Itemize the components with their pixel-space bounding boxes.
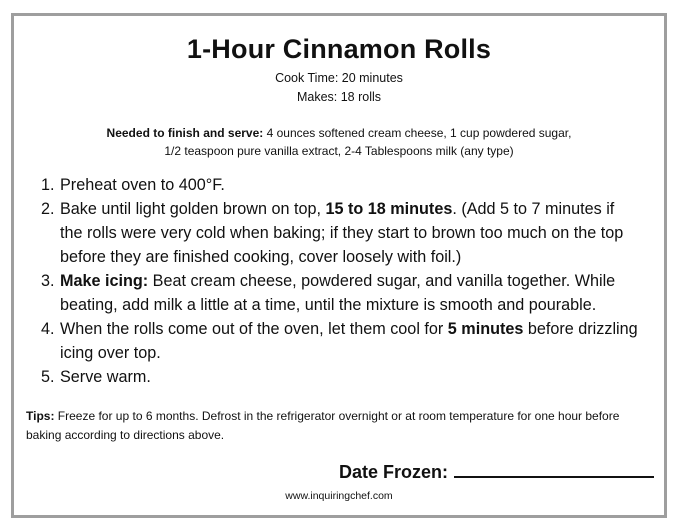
step-3: [41, 269, 641, 317]
step-text: Bake until light golden brown on top,: [60, 200, 326, 218]
tips-label: Tips:: [26, 409, 55, 423]
recipe-card: [11, 13, 667, 518]
step-text: . (Add 5 to 7 minutes if the rolls were very cold when baking; if they start to brown too much on the top before they are finished cooking, cover loosely with foil.): [60, 200, 624, 266]
step-4: [41, 317, 641, 365]
step-1: [41, 173, 641, 197]
date-frozen-field: [339, 460, 654, 483]
needed-label: Needed to finish and serve:: [106, 126, 264, 140]
date-frozen-label: Date Frozen:: [338, 462, 448, 482]
recipe-title: 1-Hour Cinnamon Rolls: [186, 34, 492, 64]
step-2: [41, 197, 641, 269]
step-text: Beat cream cheese, powdered sugar, and vanilla together. While beating, add milk a little at a time, until the mixture is smooth and pourable.: [60, 272, 616, 314]
footer-url: www.inquiringchef.com: [285, 490, 393, 502]
step-5: [41, 365, 641, 389]
cook-time: Cook Time: 20 minutes: [275, 71, 403, 85]
step-emphasis: Make icing:: [60, 272, 149, 290]
needed-line1: 4 ounces softened cream cheese, 1 cup powdered sugar,: [263, 126, 572, 140]
tips: [26, 407, 650, 445]
date-frozen-blank: [454, 460, 654, 478]
step-text: Preheat oven to 400°F.: [60, 176, 225, 194]
needed-line2: 1/2 teaspoon pure vanilla extract, 2-4 Tablespoons milk (any type): [164, 144, 514, 158]
makes-count: Makes: 18 rolls: [296, 90, 382, 104]
instructions-list: [41, 173, 641, 389]
tips-text: Freeze for up to 6 months. Defrost in the refrigerator overnight or at room temperature for one hour before baking according to directions above.: [26, 409, 620, 442]
step-text: When the rolls come out of the oven, let them cool for: [60, 320, 448, 338]
step-number: 4.: [41, 320, 55, 338]
step-emphasis: 5 minutes: [447, 320, 524, 338]
step-number: 2.: [41, 200, 55, 218]
step-number: 3.: [41, 272, 55, 290]
step-text: before drizzling icing over top.: [60, 320, 638, 362]
needed-ingredients: [34, 124, 644, 160]
step-number: 1.: [41, 176, 55, 194]
step-emphasis: 15 to 18 minutes: [325, 200, 453, 218]
step-text: Serve warm.: [60, 368, 151, 386]
step-number: 5.: [41, 368, 55, 386]
